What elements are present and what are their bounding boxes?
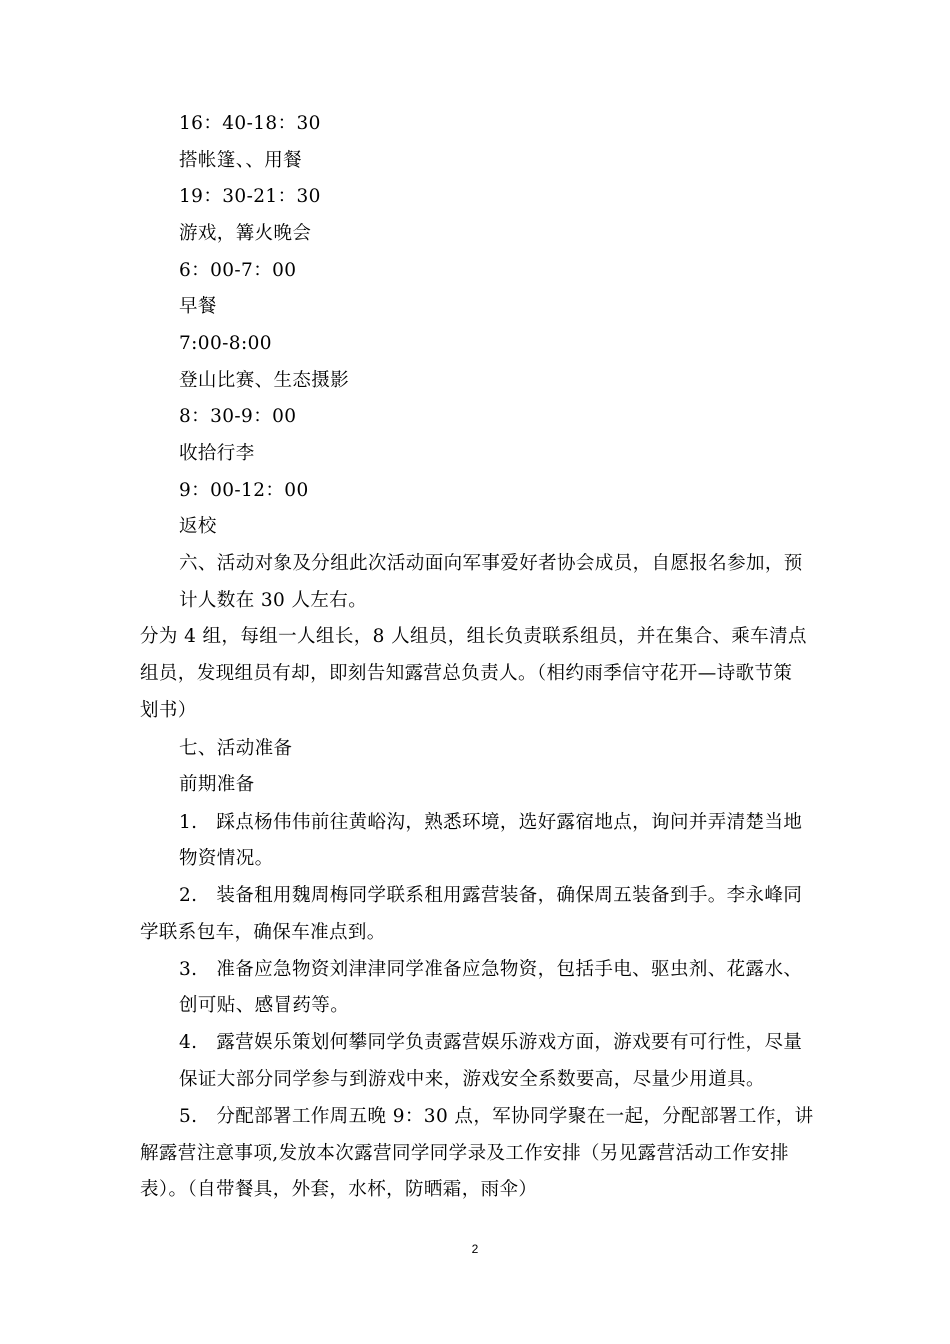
prep-item-4-line: 4. 露营娱乐策划何攀同学负责露营娱乐游戏方面，游戏要有可行性，尽量 xyxy=(179,1032,803,1053)
schedule-time-1: 16：40-18：30 xyxy=(179,113,321,134)
prep-item-4-line: 保证大部分同学参与到游戏中来，游戏安全系数要高，尽量少用道具。 xyxy=(179,1069,765,1090)
schedule-activity-3: 早餐 xyxy=(179,296,217,317)
schedule-activity-4: 登山比赛、生态摄影 xyxy=(179,370,350,391)
schedule-activity-2: 游戏，篝火晚会 xyxy=(179,223,312,244)
section6-paragraph-line: 计人数在 30 人左右。 xyxy=(179,590,368,611)
section6-paragraph-line: 组员，发现组员有却，即刻告知露营总负责人。（相约雨季信守花开—诗歌节策 xyxy=(140,663,793,684)
section6-paragraph-line: 六、活动对象及分组此次活动面向军事爱好者协会成员，自愿报名参加，预 xyxy=(179,553,803,574)
prep-item-5-line: 解露营注意事项,发放本次露营同学同学录及工作安排（另见露营活动工作安排 xyxy=(140,1143,789,1164)
schedule-time-5: 8：30-9：00 xyxy=(179,406,297,427)
schedule-activity-6: 返校 xyxy=(179,516,217,537)
prep-item-5-line: 5. 分配部署工作周五晚 9：30 点，军协同学聚在一起，分配部署工作，讲 xyxy=(179,1106,814,1127)
section6-paragraph-line: 分为 4 组，每组一人组长，8 人组员，组长负责联系组员，并在集合、乘车清点 xyxy=(140,626,807,647)
prep-item-3-line: 3. 准备应急物资刘津津同学准备应急物资，包括手电、驱虫剂、花露水、 xyxy=(179,959,803,980)
prep-item-1-line: 物资情况。 xyxy=(179,848,274,869)
prep-item-5-line: 表）。（自带餐具，外套，水杯，防晒霜，雨伞） xyxy=(140,1179,538,1200)
section6-paragraph-line: 划书） xyxy=(140,700,197,721)
prep-item-1-line: 1. 踩点杨伟伟前往黄峪沟，熟悉环境，选好露宿地点，询问并弄清楚当地 xyxy=(179,812,803,833)
schedule-activity-5: 收拾行李 xyxy=(179,443,255,464)
schedule-time-6: 9：00-12：00 xyxy=(179,480,309,501)
schedule-time-2: 19：30-21：30 xyxy=(179,186,321,207)
prep-item-2-line: 2. 装备租用魏周梅同学联系租用露营装备，确保周五装备到手。李永峰同 xyxy=(179,885,803,906)
page-number: 2 xyxy=(471,1242,479,1256)
schedule-time-4: 7:00-8:00 xyxy=(179,333,272,354)
section7-heading: 七、活动准备 xyxy=(179,738,293,759)
prep-item-2-line: 学联系包车，确保车准点到。 xyxy=(140,922,386,943)
section7-subheading: 前期准备 xyxy=(179,774,255,795)
schedule-activity-1: 搭帐篷、、用餐 xyxy=(179,150,303,171)
schedule-time-3: 6：00-7：00 xyxy=(179,260,297,281)
prep-item-3-line: 创可贴、感冒药等。 xyxy=(179,995,350,1016)
